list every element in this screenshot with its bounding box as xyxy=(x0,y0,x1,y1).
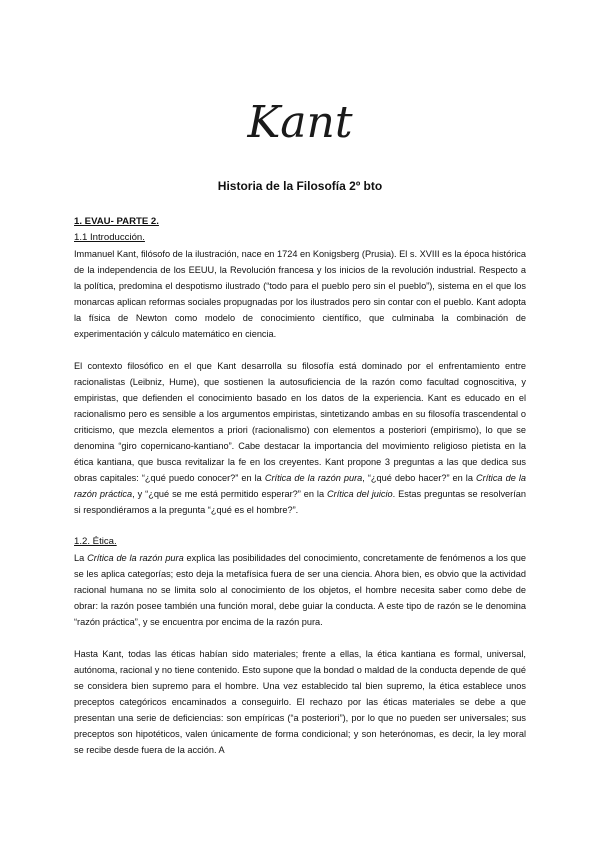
document-body xyxy=(74,214,526,758)
subsection-heading-ethics: 1.2. Ética. xyxy=(74,536,117,547)
paragraph: Immanuel Kant, filósofo de la ilustración, nace en 1724 en Konigsberg (Prusia). El s. XVIII es la época histórica de la independencia de los EEUU, la Revolución francesa y los inicios de la revolución industrial. Respecto a la política, predomina el despotismo ilustrado (“todo para el pueblo pero sin el pueblo”), sistema en el que los monarcas aplican reformas sociales propugnadas por los ilustrados pero sin contar con el pueblo. Kant adopta la física de Newton como modelo de conocimiento científico, que culminaba la combinación de experimentación y cálculo matemático en ciencia. xyxy=(74,249,526,339)
paragraph: Hasta Kant, todas las éticas habían sido materiales; frente a ellas, la ética kantiana es formal, universal, autónoma, racional y no tiene contenido. Esto supone que la bondad o maldad de la conducta depende de qué se considera bien supremo para el hombre. Una vez establecido tal bien supremo, la ética establece unos preceptos categóricos encaminados a conseguirlo. El rechazo por las éticas materiales se debe a que presentan una serie de deficiencias: son empíricas (“a posteriori”), por lo que no pueden ser universales; sus preceptos son hipotéticos, valen únicamente de forma condicional; y son heterónomas, es decir, la ley moral se recibe desde fuera de la acción. A xyxy=(74,649,526,755)
subsection-heading-intro: 1.1 Introducción. xyxy=(74,232,145,243)
book-title: Crítica de la razón pura xyxy=(87,553,184,563)
document-title: Kant xyxy=(247,97,353,148)
document-subtitle: Historia de la Filosofía 2º bto xyxy=(217,179,383,193)
book-title: Crítica del juicio xyxy=(327,489,393,499)
section-heading: 1. EVAU- PARTE 2. xyxy=(74,216,159,227)
book-title: Crítica de la razón pura xyxy=(264,473,363,483)
paragraph: La Crítica de la razón pura explica las posibilidades del conocimiento, concretamente de fenómenos a los que se les aplica categorías; esto deja la metafísica fuera de ser una ciencia. Ahora bien, es obvio que la actividad racional humana no se limita solo al conocimiento de los objetos, el hombre necesita saber como debe de obrar: la razón posee también una función moral, debe guiar la conducta. A este tipo de razón se le denomina “razón práctica”, y se encuentra por encima de la razón pura. xyxy=(74,553,526,627)
book-title: Crítica de la razón práctica xyxy=(74,473,526,499)
paragraph: El contexto filosófico en el que Kant desarrolla su filosofía está dominado por el enfrentamiento entre racionalistas (Leibniz, Hume), que sostienen la autosuficiencia de la razón como facultad cognoscitiva, y empiristas, que defienden el conocimiento basado en los datos de la experiencia. Kant es educado en el racionalismo pero es sensible a los argumentos empiristas, sintetizando ambas en su filosofía trascendental o criticismo, que mezcla elementos a priori (racionalismo) con elementos a posteriori (empirismo), lo que se denomina “giro copernicano-kantiano”. Cabe destacar la importancia del movimiento religioso pietista en la ética kantiana, que busca revitalizar la fe en los creyentes. Kant propone 3 preguntas a las que dedica sus obras capitales: “¿qué puedo conocer?” en la Crítica de la razón pura, “¿qué debo hacer?” en la Crítica de la razón práctica, y “¿qué se me está permitido esperar?” en la Crítica del juicio. Estas preguntas se resolverían si respondiéramos a la pregunta “¿qué es el hombre?”. xyxy=(74,361,526,515)
